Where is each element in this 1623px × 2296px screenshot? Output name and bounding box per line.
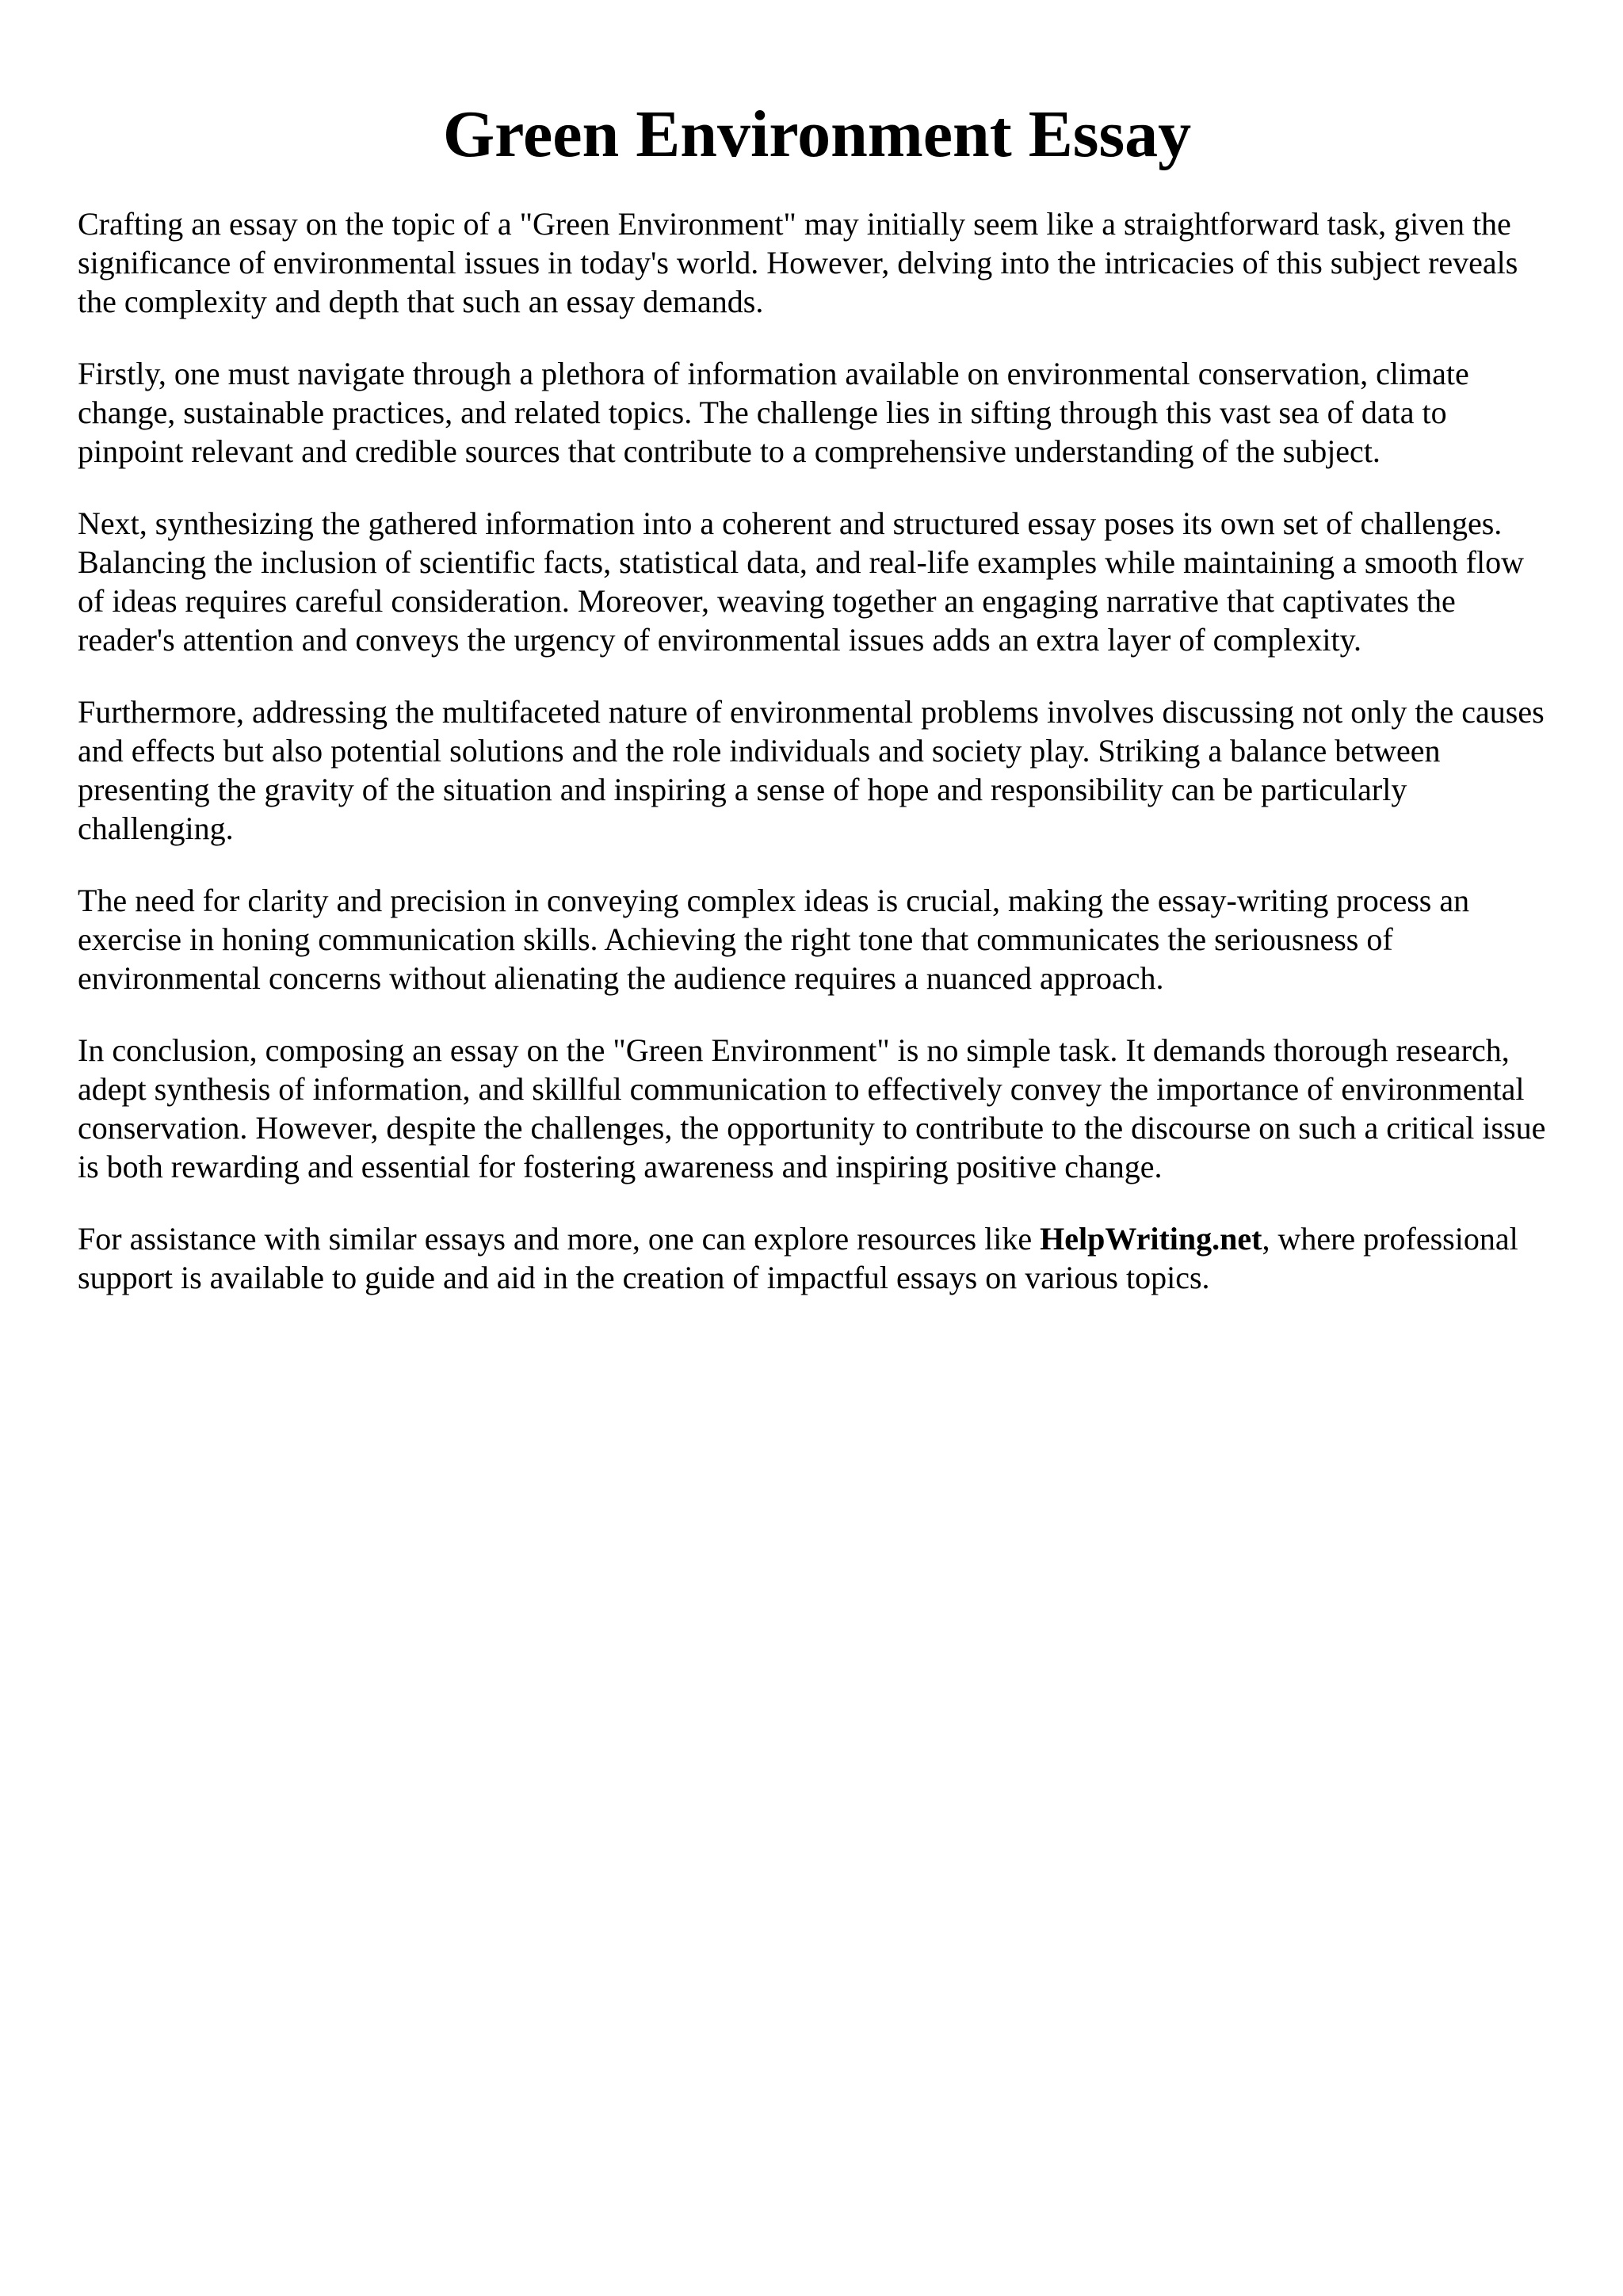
paragraph-research: Firstly, one must navigate through a plethora of information available on environmental conservation, climate change, sustainable practices, and related topics. The challenge lies in sifting through this vast sea of data to pinpoint relevant and credible sources that contribute to a comprehensive understanding of the subject. xyxy=(78,356,1469,469)
paragraph-closing xyxy=(78,1219,1556,1297)
paragraph-multifaceted: Furthermore, addressing the multifaceted nature of environmental problems involves discussing not only the causes and effects but also potential solutions and the role individuals and society play. Striking a balance between presenting the gravity of the situation and inspiring a sense of hope and responsibility can be particularly challenging. xyxy=(78,694,1545,846)
document-title: Green Environment Essay xyxy=(442,97,1192,171)
helpwriting-link[interactable]: HelpWriting.net xyxy=(1040,1221,1262,1257)
paragraph-clarity: The need for clarity and precision in conveying complex ideas is crucial, making the essay-writing process an exercise in honing communication skills. Achieving the right tone that communicates the seriousness of environmental concerns without alienating the audience requires a nuanced approach. xyxy=(78,883,1470,996)
paragraph-conclusion: In conclusion, composing an essay on the "Green Environment" is no simple task. It demands thorough research, adept synthesis of information, and skillful communication to effectively convey the importance of environmental conservation. However, despite the challenges, the opportunity to contribute to the discourse on such a critical issue is both rewarding and essential for fostering awareness and inspiring positive change. xyxy=(78,1032,1546,1184)
paragraph-intro: Crafting an essay on the topic of a "Green Environment" may initially seem like a straightforward task, given the significance of environmental issues in today's world. However, delving into the intricacies of this subject reveals the complexity and depth that such an essay demands. xyxy=(78,206,1518,319)
closing-text-after: , where professional support is available to guide and aid in the creation of impactful essays on various topics. xyxy=(78,1221,1518,1295)
paragraph-synthesis: Next, synthesizing the gathered information into a coherent and structured essay poses its own set of challenges. Balancing the inclusion of scientific facts, statistical data, and real-life examples while maintaining a smooth flow of ideas requires careful consideration. Moreover, weaving together an engaging narrative that captivates the reader's attention and conveys the urgency of environmental issues adds an extra layer of complexity. xyxy=(78,505,1524,658)
closing-text-before: For assistance with similar essays and more, one can explore resources like xyxy=(78,1221,1041,1257)
